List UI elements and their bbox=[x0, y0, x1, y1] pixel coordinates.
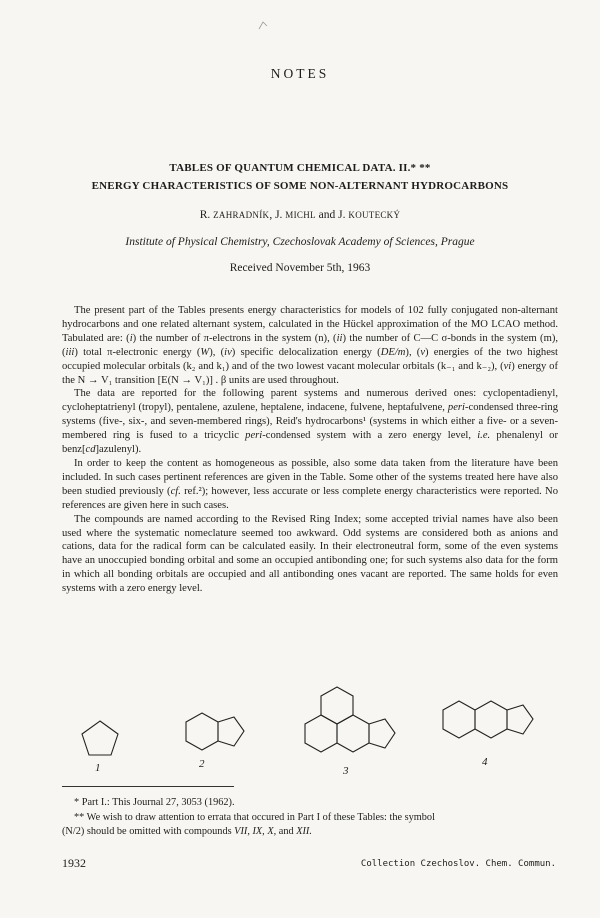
journal-name: Collection Czechoslov. Chem. Commun. bbox=[360, 859, 556, 869]
received-date: Received November 5th, 1963 bbox=[229, 262, 371, 274]
affiliation: Institute of Physical Chemistry, Czechoslovak Academy of Sciences, Prague bbox=[125, 236, 475, 248]
figure-label-4: 4 bbox=[482, 756, 488, 768]
page-number: 1932 bbox=[62, 856, 86, 870]
author-2-surname: MICHL bbox=[285, 210, 316, 220]
figure-label-3: 3 bbox=[343, 765, 349, 777]
author-list: R. ZAHRADNÍK, J. MICHL and J. KOUTECKÝ bbox=[199, 209, 401, 221]
scan-mark bbox=[258, 20, 268, 30]
structure-3-left-ring bbox=[305, 715, 337, 752]
section-heading: NOTES bbox=[270, 66, 330, 81]
author-1-surname: ZAHRADNÍK bbox=[213, 210, 270, 220]
structure-3-lower-ring bbox=[337, 715, 369, 752]
footnote-1: * Part I.: This Journal 27, 3053 (1962). bbox=[74, 797, 235, 808]
structure-4-ring-b bbox=[475, 701, 507, 738]
article-title-line2: ENERGY CHARACTERISTICS OF SOME NON-ALTERNANT HYDROCARBONS bbox=[91, 180, 509, 192]
structure-4-ring-a bbox=[443, 701, 475, 738]
author-2: J. MICHL bbox=[275, 209, 316, 221]
author-3: J. KOUTECKÝ bbox=[338, 209, 401, 221]
paragraph-3: In order to keep the content as homogeneous as possible, also some data taken from the literature have been included. In such cases pertinent references are given in the Table. Some other of the systems treated here have also been studied previously (cf. ref.²); however, less accurate or less complete energy characteristics were reported. No references are given here in such cases. bbox=[62, 457, 558, 511]
structure-2-six-ring bbox=[186, 713, 218, 750]
article-title-line1: TABLES OF QUANTUM CHEMICAL DATA. II.* ** bbox=[169, 162, 431, 174]
article-body bbox=[62, 304, 558, 596]
structure-1-cyclopentadiene bbox=[82, 721, 118, 755]
footnote-2: ** We wish to draw attention to errata that occured in Part I of these Tables: the symbol (N/2) should be omitted with compounds VII, IX, X, and XII. bbox=[62, 812, 435, 837]
structure-3-top-ring bbox=[321, 687, 353, 724]
structure-4-five-ring bbox=[507, 705, 533, 734]
figure-label-2: 2 bbox=[199, 758, 205, 770]
paragraph-1: The present part of the Tables presents energy characteristics for models of 102 fully conjugated non-alternant hydrocarbons and one related alternant system, calculated in the Hückel approximation of the MO LCAO method. Tabulated are: (i) the number of π-electrons in the system (n), (ii) the number of C—C σ-bonds in the system (m), (iii) total π-electronic energy (W), (iv) specific delocalization energy (DE/m), (v) energies of the two highest occupied molecular orbitals (k₂ and k₁) and of the two lowest vacant molecular orbitals (k₋₁ and k₋₂), (vi) energy of the N → V₁ transition [E(N → V₁)] . β units are used throughout. bbox=[62, 305, 559, 386]
structure-3-five-ring bbox=[369, 719, 395, 748]
structure-drawings bbox=[0, 678, 600, 788]
structure-figures bbox=[0, 678, 600, 788]
author-1: R. ZAHRADNÍK bbox=[199, 209, 270, 221]
figure-label-1: 1 bbox=[95, 762, 101, 774]
footnote-rule bbox=[62, 786, 234, 787]
structure-2-five-ring bbox=[218, 717, 244, 746]
paragraph-4: The compounds are named according to the Revised Ring Index; some accepted trivial names have also been used where the systematic nomeclature seemed too awkward. Odd systems are considered both as anions and cations, data for the radical form can be calculated easily. In their electroneutral form, some of the even systems have an unoccupied bonding orbital and some an occupied antibonding one; for such systems also data for the form in which all bonding orbitals are occupied and all antibonding ones vacant are reported. The same holds for even systems with a zero energy level. bbox=[62, 513, 558, 595]
paragraph-2: The data are reported for the following parent systems and numerous derived ones: cyclopentadienyl, cycloheptatrienyl (tropyl), pentalene, azulene, heptalene, indacene, fulvene, heptafulvene, peri-condensed three-ring systems (five-, six-, and seven-membered rings), Reid's hydrocarbons¹ (systems in which either a five- or a seven-membered ring is fused to a tricyclic peri-condensed system with a zero energy level, i.e. phenalenyl or benz[cd]azulenyl). bbox=[62, 388, 558, 456]
author-3-surname: KOUTECKÝ bbox=[348, 210, 401, 220]
